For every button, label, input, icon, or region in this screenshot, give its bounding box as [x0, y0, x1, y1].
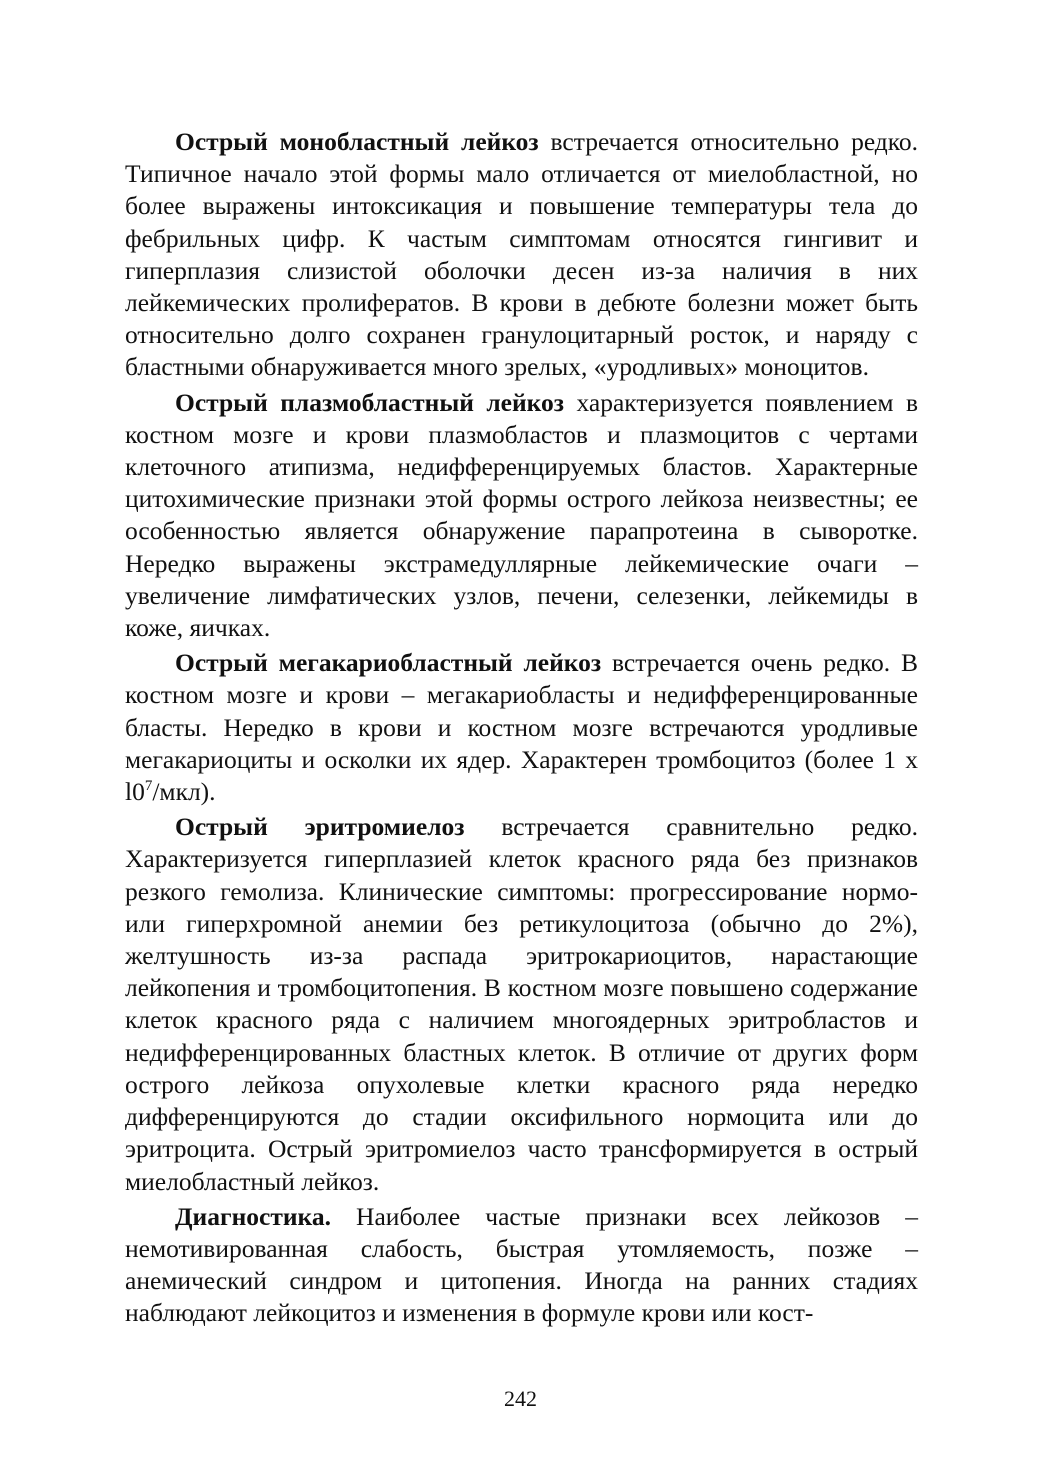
paragraph-text: характеризуется появлением в костном мозге и крови плазмобластов и плазмоцитов с чертами клеточного атипизма, недифференцируемых бластов. Характерные цитохимические признаки этой формы острого лейкоза неизвестны; ее особенностью является обнаружение парапротеина в сыворотке. Нередко выражены экстрамедуллярные лейкемические очаги – увеличение лимфатических узлов, печени, селезенки, лейкемиды в коже, яичках. — [125, 387, 918, 643]
paragraph-text: встречается сравнительно редко. Характеризуется гиперплазией клеток красного ряда без признаков резкого гемолиза. Клинические симптомы: прогрессирование нормо- или гиперхромной анемии без ретикулоцитоза (обычно до 2%), желтушность из-за распада эритрокариоцитов, нарастающие лейкопения и тромбоцитопения. В костном мозге повышено содержание клеток красного ряда с наличием многоядерных эритробластов и недифференцированных бластных клеток. В отличие от других форм острого лейкоза опухолевые клетки красного ряда нередко дифференцируются до стадии оксифильного нормоцита или до эритроцита. Острый эритромиелоз часто трансформируется в острый миелобластный лейкоз. — [125, 812, 918, 1196]
paragraph-diagnostics — [125, 1201, 918, 1330]
paragraph-plasmoblastic — [125, 387, 918, 645]
paragraph-text-tail: /мкл). — [152, 777, 216, 807]
paragraph-monoblastic — [125, 126, 918, 384]
paragraph-text: Наиболее частые признаки всех лейкозов – немотивированная слабость, быстрая утомляемость, позже – анемический синдром и цитопения. Иногда на ранних стадиях наблюдают лейкоцитоз и изменения в формуле крови или кост- — [125, 1201, 918, 1328]
paragraph-megakaryoblastic — [125, 647, 918, 808]
paragraph-erythromyelosis — [125, 811, 918, 1197]
page-body — [125, 126, 918, 1330]
page-number: 242 — [504, 1386, 537, 1411]
term-heading: Острый монобластный лейкоз — [175, 127, 539, 156]
term-heading: Острый плазмобластный лейкоз — [175, 387, 565, 417]
term-heading: Диагностика. — [175, 1201, 331, 1231]
term-heading: Острый мегакариобластный лейкоз — [175, 648, 602, 678]
term-heading: Острый эритромиелоз — [175, 812, 465, 842]
paragraph-text: встречается относительно редко. Типичное начало этой формы мало отличается от миелобластной, но более выражены интоксикация и повышение температуры тела до фебрильных цифр. К частым симптомам относятся гингивит и гиперплазия слизистой оболочки десен из-за наличия в них лейкемических пролифератов. В крови в дебюте болезни может быть относительно долго сохранен гранулоцитарный росток, и наряду с бластными обнаруживается много зрелых, «уродливых» моноцитов. — [125, 127, 918, 382]
paragraph-text: встречается очень редко. В костном мозге и крови – мегакариобласты и недифференцированные бласты. Нередко в крови и костном мозге встречаются уродливые мегакариоциты и осколки их ядер. Характерен тромбоцитоз (более 1 х l0 — [125, 648, 918, 807]
superscript-exponent: 7 — [144, 778, 153, 795]
